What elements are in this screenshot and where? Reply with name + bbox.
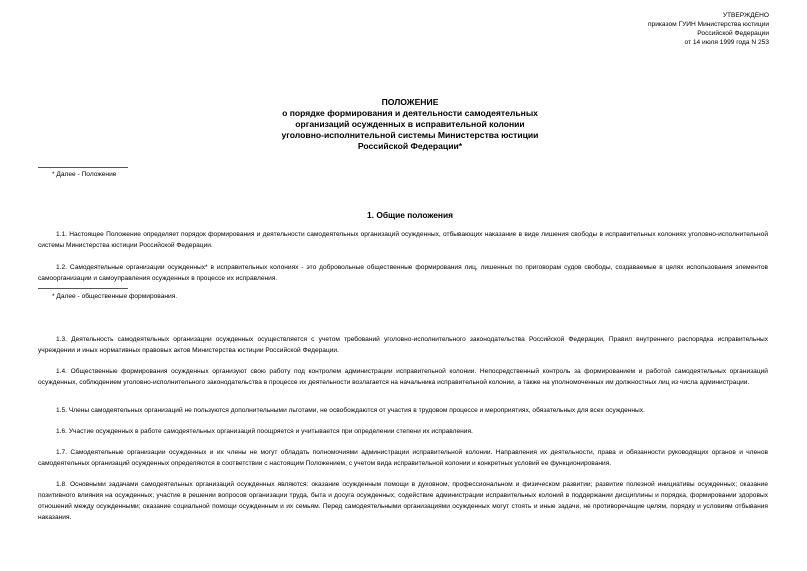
- paragraph-1-1: 1.1. Настоящее Положение определяет порядок формирования и деятельности самодеятельных организаций осужденных, отбывающих наказание в виде лишения свободы в исправительных колониях уголовно-исполнительной системы Министерства юстиции Российской Федерации.: [38, 231, 768, 249]
- document-title: [220, 97, 600, 152]
- approval-block: [648, 11, 769, 47]
- title-line-4: Российской Федерации*: [357, 141, 463, 151]
- footnote-divider-1: [38, 167, 128, 168]
- approval-title: УТВЕРЖДЕНО: [722, 12, 769, 19]
- paragraph-1-6: 1.6. Участие осужденных в работе самодеятельных организаций поощряется и учитывается при определении степени их исправления.: [56, 428, 473, 435]
- title-heading: ПОЛОЖЕНИЕ: [381, 97, 439, 107]
- paragraph-1-7: 1.7. Самодеятельные организации осужденных и их члены не могут обладать полномочиями администрации исправительной колонии. Направления их деятельности, права и обязанности руководящих органов и членов самодеятельных организаций осужденных определяются в соответствии с настоящим Положением, с учетом вида исправительной колонии и конкретных условий ее функционирования.: [38, 449, 768, 467]
- footnote-divider-2: [38, 288, 128, 289]
- paragraph-1-8: 1.8. Основными задачами самодеятельных организаций осужденных являются: оказание осужденным помощи в духовном, профессиональном и физическом развитии; развитие полезной инициативы осужденных; оказание позитивного влияния на осужденных; участие в решении вопросов организации труда, быта и досуга осужденных; содействие администрации исправительных колоний в поддержании дисциплины и порядка, формировании здоровых отношений между осужденными; оказание социальной помощи осужденным и их семьям. Перед самодеятельными организациями осужденных могут стоять и иные задачи, не противоречащие целям, порядку и условиям отбывания наказания.: [38, 481, 768, 521]
- footnote-2: * Далее - общественные формирования.: [52, 293, 178, 300]
- paragraph-1-4: 1.4. Общественные формирования осужденных организуют свою работу под контролем администрации исправительной колонии. Непосредственный контроль за формированием и работой самодеятельных организаций осужденных, соблюдением уголовно-исполнительного законодательства в процессе их деятельности возлагается на начальника исправительной колонии, а также на уполномоченных им должностных лиц из числа администрации.: [38, 368, 768, 386]
- section-heading: 1. Общие положения: [367, 210, 453, 220]
- title-line-1: о порядке формирования и деятельности самодеятельных: [282, 108, 538, 118]
- footnote-1: * Далее - Положение: [52, 171, 117, 178]
- approval-country: Российской Федерации: [697, 30, 769, 37]
- paragraph-1-2: 1.2. Самодеятельные организации осужденных* в исправительных колониях - это добровольные общественные формирования лиц, лишенных по приговорам судов свободы, создаваемые в целях использования элементов самоорганизации и самоуправления осужденных в процессе их исправления.: [38, 264, 768, 282]
- paragraph-1-5: 1.5. Члены самодеятельных организаций не пользуются дополнительными льготами, не освобождаются от участия в трудовом процессе и мероприятиях, обязательных для всех осужденных.: [56, 407, 645, 414]
- title-line-3: уголовно-исполнительной системы Министерства юстиции: [281, 130, 539, 140]
- approval-date: от 14 июля 1999 года N 253: [684, 39, 769, 46]
- approval-order: приказом ГУИН Министерства юстиции: [647, 21, 769, 28]
- title-line-2: организаций осужденных в исправительной колонии: [295, 119, 525, 129]
- paragraph-1-3: 1.3. Деятельность самодеятельных организации осужденных осуществляется с учетом требований уголовно-исполнительного законодательства Российской Федерации, Правил внутреннего распорядка исправительных учреждении и иных нормативных правовых актов Министерства юстиции Российской Федерации.: [38, 336, 768, 354]
